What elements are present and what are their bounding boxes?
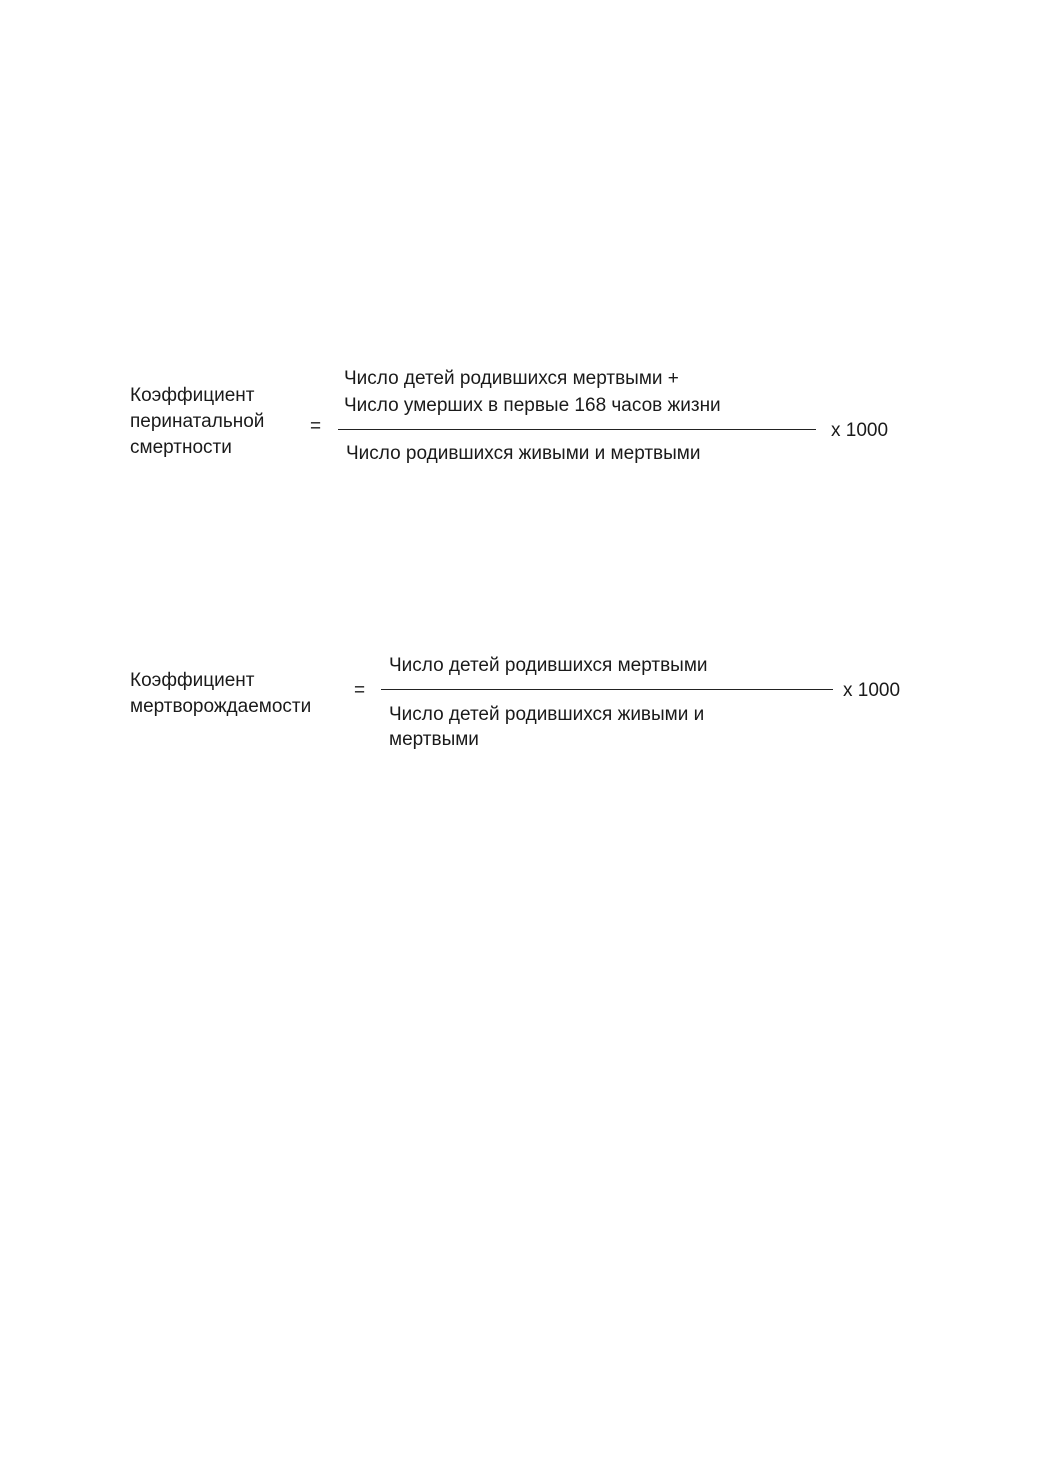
fraction-numerator — [389, 652, 708, 679]
formula-lhs — [130, 668, 311, 720]
numerator-line: Число умерших в первые 168 часов жизни — [344, 395, 721, 416]
multiplier: x 1000 — [843, 680, 901, 701]
fraction-bar — [338, 429, 816, 430]
multiplier: x 1000 — [831, 420, 889, 441]
denominator-line: мертвыми — [389, 729, 479, 750]
lhs-line: мертворождаемости — [130, 696, 312, 717]
fraction-denominator — [346, 440, 700, 467]
lhs-line: перинатальной — [130, 411, 265, 432]
fraction-numerator — [344, 365, 721, 419]
equals-sign: = — [354, 680, 366, 701]
fraction-bar — [381, 689, 833, 690]
equals-sign: = — [310, 416, 322, 437]
fraction-denominator — [389, 702, 704, 752]
denominator-line: Число родившихся живыми и мертвыми — [346, 443, 701, 464]
numerator-line: Число детей родившихся мертвыми + — [344, 368, 679, 389]
lhs-line: Коэффициент — [130, 385, 255, 406]
numerator-line: Число детей родившихся мертвыми — [389, 655, 708, 676]
lhs-line: смертности — [130, 437, 232, 458]
denominator-line: Число детей родившихся живыми и — [389, 704, 705, 725]
formula-lhs — [130, 383, 264, 461]
lhs-line: Коэффициент — [130, 670, 255, 691]
